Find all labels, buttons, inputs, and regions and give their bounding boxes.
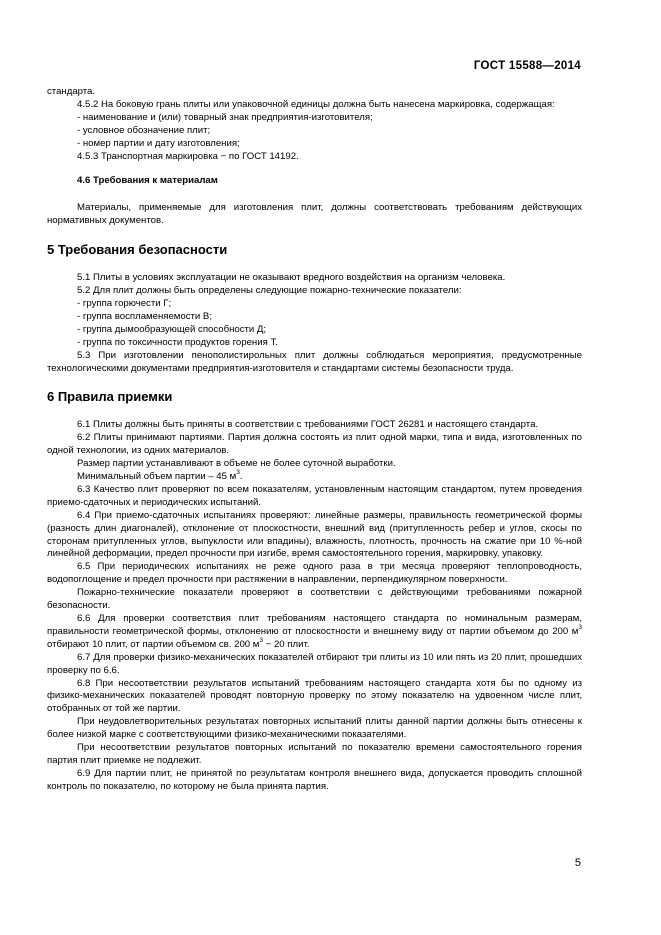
section-heading-4-6: 4.6 Требования к материалам xyxy=(77,175,218,187)
list-item: - условное обозначение плит; xyxy=(77,124,211,136)
paragraph: стандарта. xyxy=(47,86,96,97)
paragraph: 4.5.2 На боковую грань плиты или упаковочной единицы должна быть нанесена маркировка, содержащая: xyxy=(77,98,555,110)
text-run: − 20 плит. xyxy=(263,638,310,650)
text-run: Минимальный объем партии – 45 м xyxy=(77,471,237,483)
paragraph: 5.2 Для плит должны быть определены следующие пожарно-технические показатели: xyxy=(77,285,462,297)
paragraph: При несоответствии результатов повторных испытаний по показателю времени самостоятельного горения партия плит приемке не подлежит. xyxy=(47,742,582,766)
paragraph: При неудовлетворительных результатах повторных испытаний плиты данной партии должны быть отнесены к более низкой марке с соответствующими физико-механическими показателями. xyxy=(47,716,582,741)
superscript: 3 xyxy=(236,469,240,477)
paragraph: 5.1 Плиты в условиях эксплуатации не оказывают вредного воздействия на организм человека. xyxy=(77,272,506,284)
list-item: - группа горючести Г; xyxy=(77,297,172,309)
list-item: - наименование и (или) товарный знак предприятия-изготовителя; xyxy=(77,111,373,123)
page-content xyxy=(47,86,582,794)
paragraph: 6.3 Качество плит проверяют по всем показателям, установленным настоящим стандартом, путем проведения приемо-сдаточных и периодических испытаний. xyxy=(47,483,582,508)
list-item: - номер партии и дату изготовления; xyxy=(77,137,240,149)
list-item: - группа дымообразующей способности Д; xyxy=(77,323,267,335)
standard-header: ГОСТ 15588—2014 xyxy=(473,60,581,72)
page-number: 5 xyxy=(574,857,581,869)
superscript: 3 xyxy=(578,623,582,631)
paragraph: 5.3 При изготовлении пенополистирольных плит должны соблюдаться мероприятия, предусмотренные технологическими документами предприятия-изготовителя и стандартами системы безопасности труда. xyxy=(47,349,582,374)
paragraph: 6.5 При периодических испытаниях не реже одного раза в три месяца проверяют теплопроводность, водопоглощение и предел прочности при растяжении в направлении, перпендикулярном поверхности. xyxy=(47,561,582,586)
paragraph: 6.9 Для партии плит, не принятой по результатам контроля внешнего вида, допускается проводить сплошной контроль по показателю, по которому не была принята партия. xyxy=(47,767,582,792)
paragraph xyxy=(47,471,582,484)
paragraph: Материалы, применяемые для изготовления плит, должны соответствовать требованиям действующих нормативных документов. xyxy=(47,202,582,227)
text-run: отбирают 10 плит, от партии объемом св. 200 м xyxy=(47,638,260,650)
superscript: 3 xyxy=(259,636,264,644)
paragraph: 6.1 Плиты должны быть приняты в соответствии с требованиями ГОСТ 26281 и настоящего стандарта. xyxy=(77,419,539,431)
paragraph: 6.4 При приемо-сдаточных испытаниях проверяют: линейные размеры, правильность геометрической формы (разность длин диагоналей), отклонение от плоскостности, внешний вид (притупленность ребер и углов, скосы по сторонам притупленных углов, выпуклости или впадины), влажность, плотность, прочность на сжатие при 10 %-ной линейной деформации, предел прочности при изгибе, время самостоятельного горения, маркировку, упаковку. xyxy=(47,509,582,560)
paragraph: 6.7 Для проверки физико-механических показателей отбирают три плиты из 10 или пять из 20 плит, прошедших проверку по 6.6. xyxy=(47,651,582,676)
text-run: . xyxy=(239,471,243,483)
paragraph: 6.8 При несоответствии результатов испытаний требованиям настоящего стандарта хотя бы по одному из физико-механических показателей проводят повторную проверку по этому показателю на удвоенном числе плит, отобранных от той же партии. xyxy=(47,677,582,715)
list-item: - группа по токсичности продуктов горения Т. xyxy=(77,336,278,348)
section-heading-6: 6 Правила приемки xyxy=(47,389,173,405)
paragraph: Пожарно-технические показатели проверяют в соответствии с действующими требованиями пожарной безопасности. xyxy=(47,587,582,612)
section-heading-5: 5 Требования безопасности xyxy=(47,242,228,258)
paragraph xyxy=(47,613,582,652)
paragraph: 4.5.3 Транспортная маркировка − по ГОСТ 14192. xyxy=(77,150,299,162)
text-run: 6.6 Для проверки соответствия плит требованиям настоящего стандарта по номинальным размерам, правильности геометрической формы, отклонению от плоскостности и внешнему виду от партии объемом до 200 м xyxy=(47,613,582,637)
paragraph: 6.2 Плиты принимают партиями. Партия должна состоять из плит одной марки, типа и вида, изготовленных по одной технологии, из одних материалов. xyxy=(47,432,582,457)
list-item: - группа воспламеняемости В; xyxy=(77,310,212,322)
paragraph: Размер партии устанавливают в объеме не более суточной выработки. xyxy=(77,458,396,470)
